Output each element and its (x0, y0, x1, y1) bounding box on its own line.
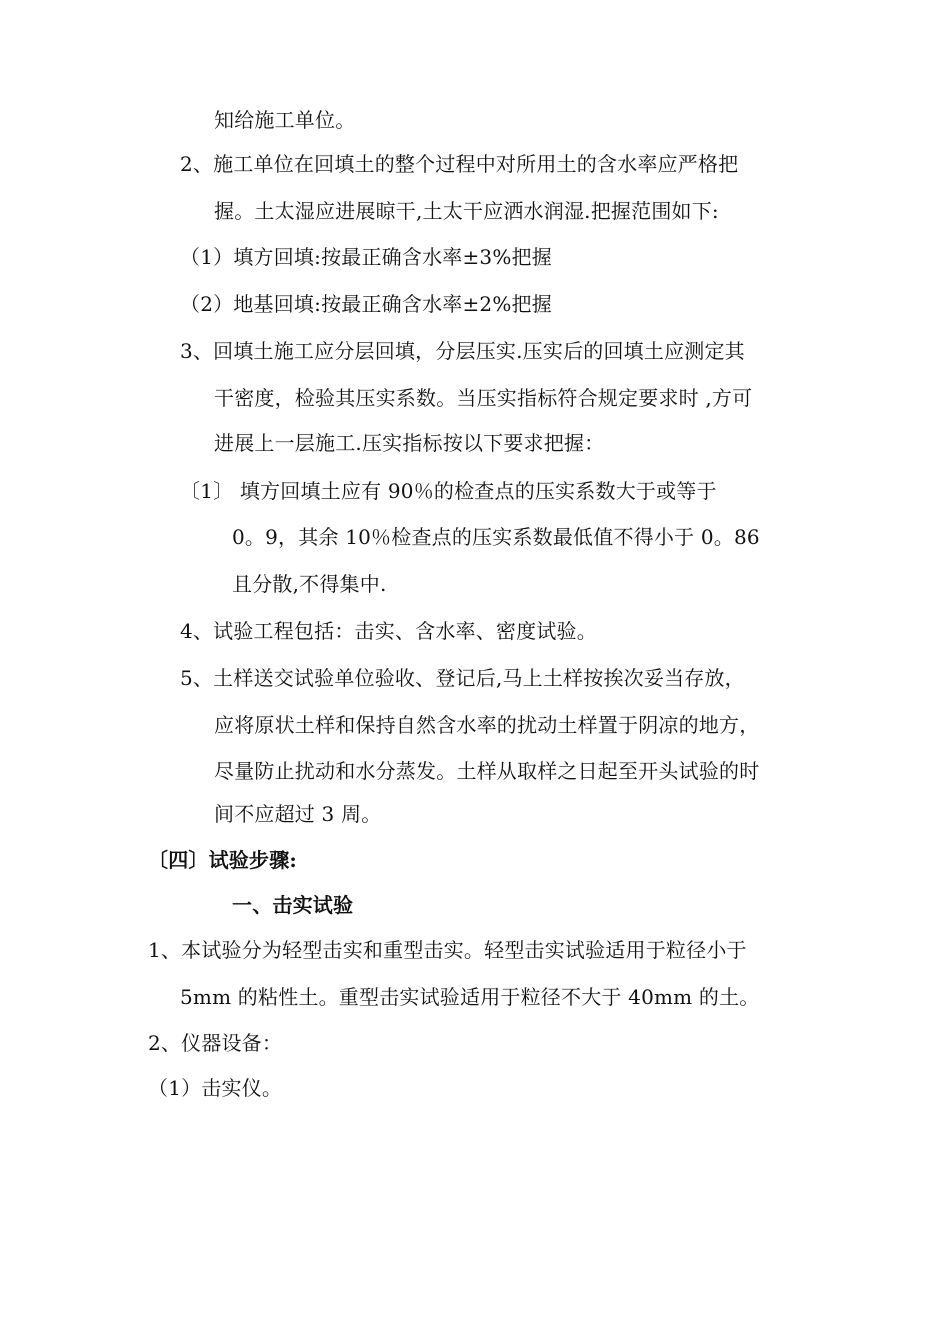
subheading: 一、击实试验 (232, 893, 354, 917)
text-line-9: 〔1〕 填方回填土应有 90％的检查点的压实系数大于或等于 (180, 479, 717, 503)
text-line-18: 5mm 的粘性土。重型击实试验适用于粒径不大于 40mm 的土。 (180, 985, 760, 1009)
text-line-14: 应将原状土样和保持自然含水率的扰动土样置于阴凉的地方， (214, 713, 760, 737)
text-line-15: 尽量防止扰动和水分蒸发。土样从取样之日起至开头试验的时 (214, 759, 760, 783)
text-line-13: 5、土样送交试验单位验收、登记后,马上土样按挨次妥当存放， (180, 666, 745, 690)
text-line-3: 握。土太湿应进展晾干,土太干应洒水润湿.把握范围如下: (214, 199, 719, 223)
text-line-4: （1）填方回填:按最正确含水率±3%把握 (180, 245, 552, 269)
text-line-16: 间不应超过 3 周。 (214, 802, 382, 826)
text-line-17: 1、本试验分为轻型击实和重型击实。轻型击实试验适用于粒径小于 (148, 938, 747, 962)
text-line-2: 2、施工单位在回填土的整个过程中对所用土的含水率应严格把 (180, 152, 739, 176)
text-line-10: 0。9，其余 10％检查点的压实系数最低值不得小于 0。86 (232, 525, 760, 549)
text-line-19: 2、仪器设备： (148, 1031, 283, 1055)
text-line-20: （1）击实仪。 (148, 1076, 283, 1100)
text-line-1: 知给施工单位。 (214, 108, 356, 132)
text-line-5: （2）地基回填:按最正确含水率±2%把握 (180, 292, 552, 316)
text-line-11: 且分散,不得集中. (232, 572, 387, 596)
text-line-7: 干密度，检验其压实系数。当压实指标符合规定要求时 ,方可 (214, 386, 753, 410)
text-line-12: 4、试验工程包括：击实、含水率、密度试验。 (180, 619, 597, 643)
text-line-8: 进展上一层施工.压实指标按以下要求把握： (214, 431, 605, 455)
section-heading: 〔四〕试验步骤: (148, 848, 297, 872)
text-line-6: 3、回填土施工应分层回填，分层压实.压实后的回填土应测定其 (180, 339, 745, 363)
